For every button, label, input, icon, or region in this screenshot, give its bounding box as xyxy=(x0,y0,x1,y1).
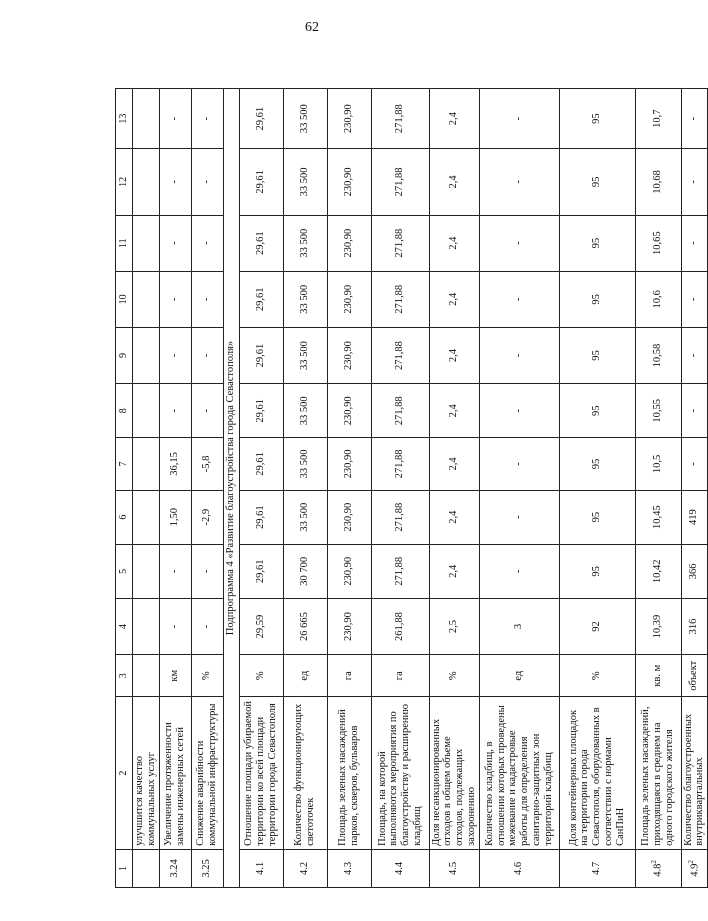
row-value: - xyxy=(191,89,223,149)
row-name: Количество функционирующих светоточек xyxy=(283,697,327,850)
row-value: - xyxy=(191,149,223,215)
row-value: 271,88 xyxy=(371,271,429,327)
row-number: 4.4 xyxy=(371,849,429,887)
row-number: $4.8^2$ xyxy=(635,849,681,887)
row-value xyxy=(133,215,160,271)
row-name: Доля несанкционированных отходов в общем объеме отходов, подлежащих захоронению xyxy=(429,697,479,850)
row-value: 10,68 xyxy=(635,149,681,215)
row-value: - xyxy=(479,89,559,149)
row-number: $4.9^2$ xyxy=(681,849,708,887)
row-name: улучшится качество коммунальных услуг xyxy=(133,697,160,850)
row-name: Отношение площади убираемой территории ко всей площади территории города Севастополя xyxy=(239,697,283,850)
row-value: 271,88 xyxy=(371,327,429,383)
row-value: 261,88 xyxy=(371,598,429,654)
row-number: 4.1 xyxy=(239,849,283,887)
row-value: 1,50 xyxy=(159,490,191,544)
row-name: Площадь зеленых насаждений, приходящаяся в среднем на одного городского жителя xyxy=(635,697,681,850)
row-unit: км xyxy=(159,655,191,697)
row-value: 33 500 xyxy=(283,438,327,490)
table-row xyxy=(283,89,327,888)
row-value: 26 665 xyxy=(283,598,327,654)
row-value: 95 xyxy=(559,215,635,271)
row-value: 2,4 xyxy=(429,149,479,215)
row-value: - xyxy=(159,544,191,598)
row-value: 10,42 xyxy=(635,544,681,598)
row-value xyxy=(133,89,160,149)
row-unit: ед xyxy=(283,655,327,697)
row-value: 95 xyxy=(559,490,635,544)
row-value: 29,61 xyxy=(239,271,283,327)
row-value: 271,88 xyxy=(371,438,429,490)
row-value: 95 xyxy=(559,271,635,327)
row-value: 95 xyxy=(559,438,635,490)
row-value xyxy=(133,438,160,490)
row-name: Доля контейнерных площадок на территории города Севастополя, оборудованных в соответствии с нормами СанПиН xyxy=(559,697,635,850)
row-unit: % xyxy=(559,655,635,697)
row-value: 33 500 xyxy=(283,327,327,383)
row-value: 10,39 xyxy=(635,598,681,654)
row-value: 230,90 xyxy=(327,544,371,598)
row-value: 230,90 xyxy=(327,271,371,327)
row-number: 4.5 xyxy=(429,849,479,887)
row-value: 29,61 xyxy=(239,544,283,598)
column-header: 4 xyxy=(116,598,133,654)
column-header: 3 xyxy=(116,655,133,697)
row-value: 271,88 xyxy=(371,490,429,544)
row-unit: га xyxy=(327,655,371,697)
row-unit: % xyxy=(429,655,479,697)
row-value: 10,7 xyxy=(635,89,681,149)
subprogram-title: Подпрограмма 4 «Развитие благоустройства города Севастополя» xyxy=(223,89,239,888)
row-value: - xyxy=(191,544,223,598)
column-header: 1 xyxy=(116,849,133,887)
row-value: 30 700 xyxy=(283,544,327,598)
row-value: 95 xyxy=(559,89,635,149)
row-name: Количество благоустроенных внутриквартальных xyxy=(681,697,708,850)
column-header: 10 xyxy=(116,271,133,327)
column-header: 2 xyxy=(116,697,133,850)
column-header: 12 xyxy=(116,149,133,215)
row-value: 33 500 xyxy=(283,384,327,438)
row-value: 271,88 xyxy=(371,149,429,215)
row-value: - xyxy=(479,149,559,215)
row-value: - xyxy=(159,384,191,438)
row-value: 29,61 xyxy=(239,89,283,149)
row-value: 230,90 xyxy=(327,490,371,544)
row-value: - xyxy=(479,438,559,490)
row-name: Площадь зеленых насаждений парков, скверов, бульваров xyxy=(327,697,371,850)
row-value: - xyxy=(681,327,708,383)
row-value: - xyxy=(479,327,559,383)
row-value: - xyxy=(159,327,191,383)
row-value: - xyxy=(159,149,191,215)
row-value: - xyxy=(191,384,223,438)
row-unit: объект xyxy=(681,655,708,697)
row-value: 230,90 xyxy=(327,149,371,215)
row-value: 10,55 xyxy=(635,384,681,438)
row-unit: кв. м xyxy=(635,655,681,697)
row-value: 2,4 xyxy=(429,490,479,544)
footnote-marker: 2 xyxy=(686,860,695,864)
row-number: 4.2 xyxy=(283,849,327,887)
column-number-row xyxy=(116,89,133,888)
row-value: - xyxy=(681,271,708,327)
table-row xyxy=(429,89,479,888)
subprogram-row xyxy=(223,89,239,888)
row-value: - xyxy=(191,215,223,271)
row-value: 230,90 xyxy=(327,327,371,383)
table-row xyxy=(133,89,160,888)
row-value: 2,4 xyxy=(429,271,479,327)
row-value: -2,9 xyxy=(191,490,223,544)
row-value: - xyxy=(479,544,559,598)
row-unit: % xyxy=(191,655,223,697)
row-value: - xyxy=(479,271,559,327)
row-value: - xyxy=(159,89,191,149)
row-value: -5,8 xyxy=(191,438,223,490)
column-header: 5 xyxy=(116,544,133,598)
row-value: 2,4 xyxy=(429,544,479,598)
row-value xyxy=(133,149,160,215)
row-value: - xyxy=(479,384,559,438)
row-value: 2,4 xyxy=(429,215,479,271)
row-number: 4.7 xyxy=(559,849,635,887)
row-value: 2,4 xyxy=(429,327,479,383)
column-header: 11 xyxy=(116,215,133,271)
table-row xyxy=(681,89,708,888)
column-header: 6 xyxy=(116,490,133,544)
row-value: 230,90 xyxy=(327,89,371,149)
row-value: 29,61 xyxy=(239,438,283,490)
row-value: 29,61 xyxy=(239,327,283,383)
row-value: 33 500 xyxy=(283,271,327,327)
row-value: - xyxy=(681,89,708,149)
row-value: 29,61 xyxy=(239,490,283,544)
row-value: - xyxy=(159,215,191,271)
row-value: 95 xyxy=(559,149,635,215)
row-unit xyxy=(133,655,160,697)
column-header: 13 xyxy=(116,89,133,149)
row-value: - xyxy=(479,490,559,544)
row-value: 33 500 xyxy=(283,490,327,544)
row-unit: ед xyxy=(479,655,559,697)
row-value: - xyxy=(681,384,708,438)
row-value: 29,61 xyxy=(239,384,283,438)
table-row xyxy=(479,89,559,888)
row-value: 230,90 xyxy=(327,598,371,654)
row-value xyxy=(133,327,160,383)
row-value: 95 xyxy=(559,384,635,438)
row-value: 2,4 xyxy=(429,89,479,149)
row-name: Снижение аварийности коммунальной инфраструктуры xyxy=(191,697,223,850)
column-header: 8 xyxy=(116,384,133,438)
row-value xyxy=(133,544,160,598)
row-value: 3 xyxy=(479,598,559,654)
row-unit: га xyxy=(371,655,429,697)
table-row xyxy=(327,89,371,888)
table-row xyxy=(239,89,283,888)
row-value: 271,88 xyxy=(371,215,429,271)
row-number: 4.3 xyxy=(327,849,371,887)
row-value: 33 500 xyxy=(283,149,327,215)
row-value: 230,90 xyxy=(327,438,371,490)
column-header: 9 xyxy=(116,327,133,383)
indicators-table xyxy=(115,88,708,888)
row-number: 3.24 xyxy=(159,849,191,887)
table-row xyxy=(635,89,681,888)
row-value xyxy=(133,384,160,438)
rotated-table-wrapper xyxy=(115,88,706,888)
row-value: 10,5 xyxy=(635,438,681,490)
row-value: 2,4 xyxy=(429,384,479,438)
row-value: 366 xyxy=(681,544,708,598)
row-value: - xyxy=(681,215,708,271)
row-value: 10,58 xyxy=(635,327,681,383)
row-value: 271,88 xyxy=(371,544,429,598)
row-value: 271,88 xyxy=(371,89,429,149)
table-row xyxy=(159,89,191,888)
row-value xyxy=(133,490,160,544)
row-name: Количество кладбищ, в отношении которых проведены межевание и кадастровые работы для определения санитарно-защитных зон территорий кладбищ xyxy=(479,697,559,850)
row-value: 10,65 xyxy=(635,215,681,271)
row-number: 3.25 xyxy=(191,849,223,887)
row-value: 316 xyxy=(681,598,708,654)
row-number: 4.6 xyxy=(479,849,559,887)
row-value: - xyxy=(191,598,223,654)
page-number: 62 xyxy=(305,20,319,35)
row-value: - xyxy=(681,149,708,215)
row-value: - xyxy=(159,598,191,654)
row-value: - xyxy=(159,271,191,327)
row-unit: % xyxy=(239,655,283,697)
row-number xyxy=(133,849,160,887)
row-value: - xyxy=(479,215,559,271)
table-row xyxy=(559,89,635,888)
row-value: 10,45 xyxy=(635,490,681,544)
row-value: - xyxy=(191,271,223,327)
row-value: 95 xyxy=(559,327,635,383)
row-value xyxy=(133,271,160,327)
table-row xyxy=(191,89,223,888)
row-value: 29,61 xyxy=(239,149,283,215)
row-name: Увеличение протяженности замены инженерных сетей xyxy=(159,697,191,850)
row-value: 95 xyxy=(559,544,635,598)
row-value: 230,90 xyxy=(327,215,371,271)
row-value: 29,61 xyxy=(239,215,283,271)
row-value: 33 500 xyxy=(283,215,327,271)
row-value xyxy=(133,598,160,654)
row-value: 2,4 xyxy=(429,438,479,490)
row-value: - xyxy=(681,438,708,490)
row-value: 419 xyxy=(681,490,708,544)
row-value: 33 500 xyxy=(283,89,327,149)
column-header: 7 xyxy=(116,438,133,490)
row-value: 230,90 xyxy=(327,384,371,438)
row-value: 36,15 xyxy=(159,438,191,490)
row-value: 2,5 xyxy=(429,598,479,654)
row-value: 92 xyxy=(559,598,635,654)
row-value: - xyxy=(191,327,223,383)
footnote-marker: 2 xyxy=(650,860,659,864)
table-row xyxy=(371,89,429,888)
row-name: Площадь, на которой выполняются мероприятия по благоустройству и расширению кладбищ xyxy=(371,697,429,850)
row-value: 271,88 xyxy=(371,384,429,438)
row-value: 10,6 xyxy=(635,271,681,327)
row-value: 29,59 xyxy=(239,598,283,654)
